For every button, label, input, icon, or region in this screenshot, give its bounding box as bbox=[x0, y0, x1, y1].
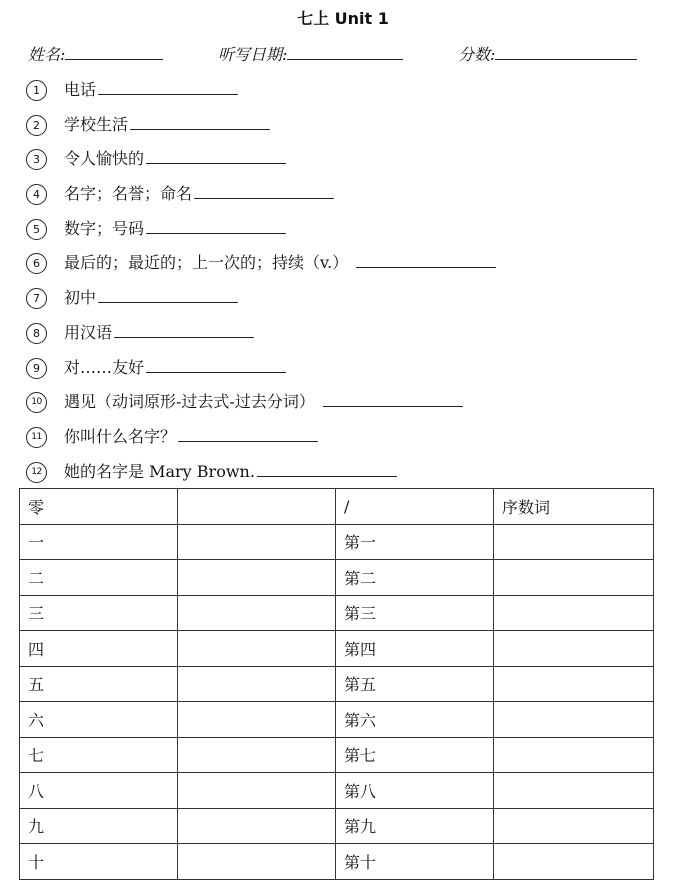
table-cell: 一 bbox=[20, 524, 178, 560]
table-cell: 第五 bbox=[336, 666, 494, 702]
answer-blank[interactable] bbox=[178, 423, 318, 442]
table-row bbox=[20, 844, 654, 880]
table-cell: 第七 bbox=[336, 737, 494, 773]
table-row bbox=[20, 773, 654, 809]
table-cell: 第九 bbox=[336, 808, 494, 844]
table-cell[interactable] bbox=[494, 773, 654, 809]
item-prompt: 数字；号码 bbox=[64, 218, 145, 238]
answer-blank[interactable] bbox=[257, 458, 397, 477]
answer-blank[interactable] bbox=[114, 319, 254, 338]
table-cell[interactable] bbox=[178, 737, 336, 773]
item-prompt: 她的名字是 Mary Brown. bbox=[64, 461, 255, 481]
dictation-item bbox=[26, 215, 656, 250]
table-cell[interactable] bbox=[178, 702, 336, 738]
answer-blank[interactable] bbox=[130, 111, 270, 130]
item-prompt: 对……友好 bbox=[64, 357, 145, 377]
table-cell[interactable] bbox=[494, 702, 654, 738]
item-prompt: 学校生活 bbox=[64, 114, 129, 134]
item-prompt: 遇见（动词原形-过去式-过去分词） bbox=[64, 392, 315, 412]
answer-blank[interactable] bbox=[194, 180, 334, 199]
table-cell[interactable] bbox=[494, 737, 654, 773]
answer-blank[interactable] bbox=[323, 388, 463, 407]
table-cell[interactable] bbox=[494, 666, 654, 702]
item-number: 4 bbox=[26, 184, 47, 205]
item-prompt: 令人愉快的 bbox=[64, 149, 145, 169]
table-cell: 零 bbox=[20, 489, 178, 525]
table-cell: / bbox=[336, 489, 494, 525]
dictation-item bbox=[26, 76, 656, 111]
table-cell: 四 bbox=[20, 631, 178, 667]
table-cell[interactable] bbox=[178, 844, 336, 880]
table-row bbox=[20, 808, 654, 844]
table-row bbox=[20, 666, 654, 702]
item-number: 6 bbox=[26, 253, 47, 274]
item-number: 3 bbox=[26, 149, 47, 170]
table-row bbox=[20, 702, 654, 738]
item-prompt: 电话 bbox=[64, 80, 97, 99]
dictation-item bbox=[26, 354, 656, 389]
item-number: 11 bbox=[26, 427, 47, 448]
dictation-item bbox=[26, 249, 656, 284]
name-label: 姓名: bbox=[28, 45, 66, 64]
table-row bbox=[20, 737, 654, 773]
dictation-item bbox=[26, 145, 656, 180]
dictation-item bbox=[26, 284, 656, 319]
table-cell[interactable] bbox=[178, 595, 336, 631]
table-row bbox=[20, 489, 654, 525]
table-cell: 二 bbox=[20, 560, 178, 596]
table-cell: 序数词 bbox=[494, 489, 654, 525]
item-number: 2 bbox=[26, 115, 47, 136]
dictation-list bbox=[26, 76, 656, 492]
table-row bbox=[20, 595, 654, 631]
item-number: 10 bbox=[26, 392, 47, 413]
answer-blank[interactable] bbox=[356, 249, 496, 268]
table-cell: 第十 bbox=[336, 844, 494, 880]
item-number: 8 bbox=[26, 323, 47, 344]
table-cell[interactable] bbox=[178, 489, 336, 525]
answer-blank[interactable] bbox=[146, 215, 286, 234]
answer-blank[interactable] bbox=[146, 145, 286, 164]
table-cell: 十 bbox=[20, 844, 178, 880]
dictation-item bbox=[26, 388, 656, 423]
score-field bbox=[458, 43, 637, 66]
item-number: 7 bbox=[26, 288, 47, 309]
table-cell: 第二 bbox=[336, 560, 494, 596]
table-cell: 九 bbox=[20, 808, 178, 844]
table-cell: 第三 bbox=[336, 595, 494, 631]
item-number: 1 bbox=[26, 80, 47, 101]
student-info-header bbox=[28, 43, 648, 65]
score-blank[interactable] bbox=[495, 43, 637, 60]
item-prompt: 初中 bbox=[64, 288, 97, 308]
item-prompt: 最后的；最近的；上一次的；持续（v.） bbox=[64, 253, 349, 273]
date-label: 听写日期: bbox=[218, 45, 288, 64]
table-row bbox=[20, 631, 654, 667]
item-number: 9 bbox=[26, 358, 47, 379]
item-number: 5 bbox=[26, 219, 47, 240]
score-label: 分数: bbox=[458, 45, 496, 64]
date-field bbox=[218, 43, 403, 66]
table-cell: 七 bbox=[20, 737, 178, 773]
table-cell: 三 bbox=[20, 595, 178, 631]
item-prompt: 用汉语 bbox=[64, 322, 113, 342]
dictation-item bbox=[26, 423, 656, 458]
table-cell: 五 bbox=[20, 666, 178, 702]
dictation-item bbox=[26, 319, 656, 354]
table-cell[interactable] bbox=[178, 808, 336, 844]
table-row bbox=[20, 524, 654, 560]
table-cell[interactable] bbox=[178, 773, 336, 809]
dictation-item bbox=[26, 180, 656, 215]
table-cell[interactable] bbox=[178, 560, 336, 596]
table-row bbox=[20, 560, 654, 596]
table-cell[interactable] bbox=[494, 524, 654, 560]
name-field bbox=[28, 43, 163, 66]
page-title: 七上 Unit 1 bbox=[297, 9, 389, 28]
item-prompt: 你叫什么名字？ bbox=[64, 426, 177, 446]
table-cell: 第四 bbox=[336, 631, 494, 667]
table-cell[interactable] bbox=[178, 524, 336, 560]
dictation-item bbox=[26, 111, 656, 146]
table-cell: 八 bbox=[20, 773, 178, 809]
table-cell[interactable] bbox=[178, 631, 336, 667]
table-cell[interactable] bbox=[494, 595, 654, 631]
answer-blank[interactable] bbox=[98, 284, 238, 303]
table-cell[interactable] bbox=[494, 560, 654, 596]
table-cell[interactable] bbox=[494, 808, 654, 844]
table-cell[interactable] bbox=[178, 666, 336, 702]
table-cell: 六 bbox=[20, 702, 178, 738]
answer-blank[interactable] bbox=[98, 76, 238, 95]
answer-blank[interactable] bbox=[146, 354, 286, 373]
table-cell: 第六 bbox=[336, 702, 494, 738]
date-blank[interactable] bbox=[287, 43, 403, 60]
table-cell[interactable] bbox=[494, 631, 654, 667]
name-blank[interactable] bbox=[65, 43, 163, 60]
item-number: 12 bbox=[26, 462, 47, 483]
table-cell: 第八 bbox=[336, 773, 494, 809]
table-cell: 第一 bbox=[336, 524, 494, 560]
numbers-table bbox=[19, 488, 654, 880]
table-cell[interactable] bbox=[494, 844, 654, 880]
item-prompt: 名字；名誉；命名 bbox=[64, 184, 193, 204]
